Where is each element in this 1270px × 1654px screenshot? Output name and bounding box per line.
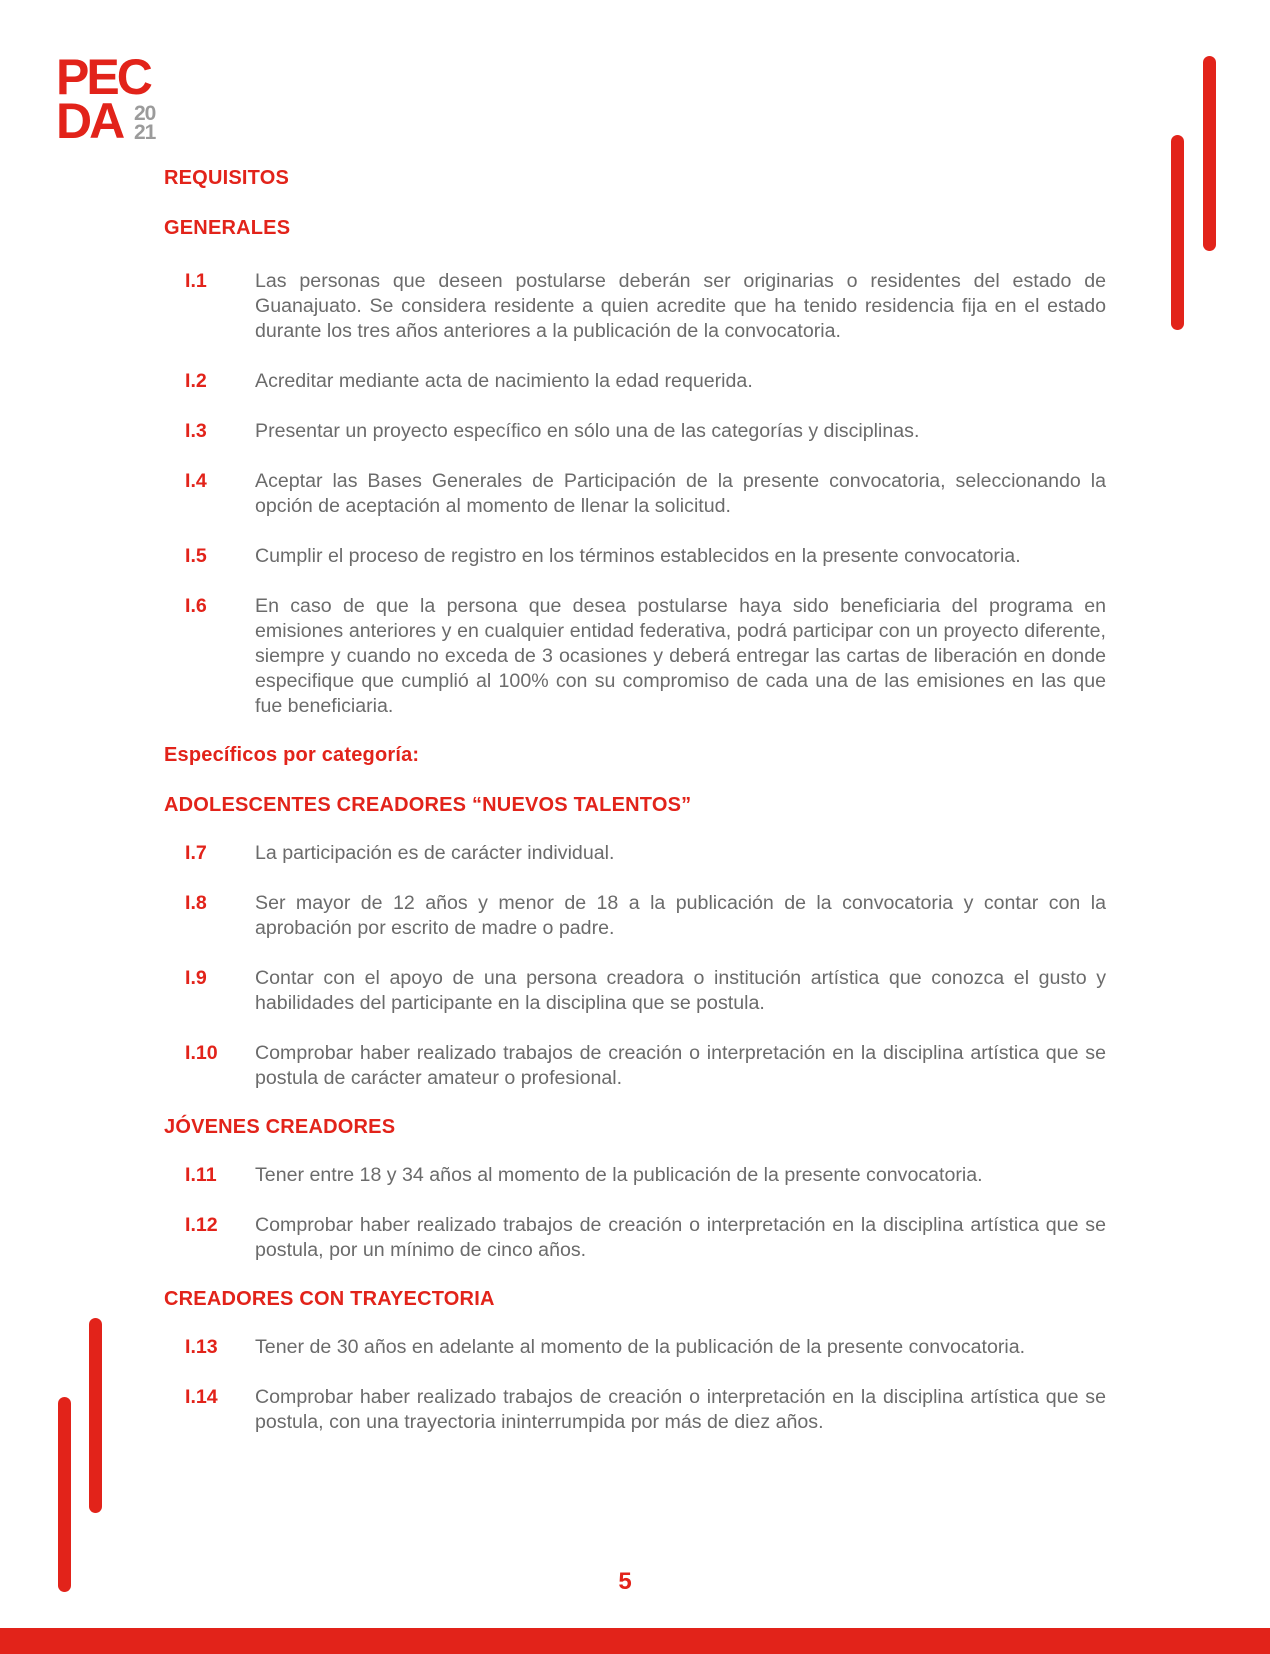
logo-line-1: PEC — [56, 49, 150, 105]
item-text: Ser mayor de 12 años y menor de 18 a la publicación de la convocatoria y contar con la aprobación por escrito de madre o padre. — [255, 892, 1106, 939]
list-item — [164, 966, 1106, 1016]
heading-especificos: Específicos por categoría: — [164, 744, 420, 766]
item-text: Cumplir el proceso de registro en los términos establecidos en la presente convocatoria. — [255, 545, 1021, 567]
decorative-bar-top-right-outer — [1203, 56, 1216, 251]
logo-year-top: 20 — [134, 102, 156, 125]
list-item — [164, 1213, 1106, 1263]
item-number: I.6 — [185, 595, 207, 617]
list-item — [164, 369, 1106, 394]
heading-generales: GENERALES — [164, 217, 291, 239]
item-text: Acreditar mediante acta de nacimiento la edad requerida. — [255, 370, 753, 392]
item-number: I.4 — [185, 470, 207, 492]
list-item — [164, 841, 1106, 866]
item-number: I.1 — [185, 270, 207, 292]
item-number: I.13 — [185, 1336, 218, 1358]
item-number: I.5 — [185, 545, 207, 567]
decorative-bar-bottom-left-inner — [58, 1397, 71, 1592]
logo-year — [134, 104, 155, 142]
list-item — [164, 1163, 1106, 1188]
item-text: Contar con el apoyo de una persona creadora o institución artística que conozca el gusto y habilidades del participante en la disciplina que se postula. — [255, 967, 1106, 1014]
heading-adolescentes: ADOLESCENTES CREADORES “NUEVOS TALENTOS” — [164, 794, 692, 816]
item-number: I.14 — [185, 1386, 218, 1408]
jovenes-list — [164, 1163, 1106, 1263]
list-item — [164, 1335, 1106, 1360]
item-text: Tener entre 18 y 34 años al momento de la publicación de la presente convocatoria. — [255, 1164, 983, 1186]
heading-trayectoria: CREADORES CON TRAYECTORIA — [164, 1288, 495, 1310]
logo-line-2: DA — [56, 93, 123, 149]
list-item — [164, 469, 1106, 519]
requirements-content — [164, 164, 1106, 1435]
item-text: Comprobar haber realizado trabajos de creación o interpretación en la disciplina artística que se postula de carácter amateur o profesional. — [255, 1042, 1106, 1089]
item-text: Aceptar las Bases Generales de Participación de la presente convocatoria, seleccionando la opción de aceptación al momento de llenar la solicitud. — [255, 470, 1106, 517]
item-text: Tener de 30 años en adelante al momento de la publicación de la presente convocatoria. — [255, 1336, 1026, 1358]
item-number: I.11 — [185, 1164, 217, 1186]
item-text: Comprobar haber realizado trabajos de creación o interpretación en la disciplina artística que se postula, con una trayectoria ininterrumpida por más de diez años. — [255, 1386, 1106, 1433]
list-item — [164, 269, 1106, 344]
item-number: I.3 — [185, 420, 207, 442]
list-item — [164, 544, 1106, 569]
list-item — [164, 419, 1106, 444]
footer-band — [0, 1628, 1270, 1654]
item-number: I.7 — [185, 842, 207, 864]
list-item — [164, 594, 1106, 719]
item-number: I.10 — [185, 1042, 218, 1064]
heading-jovenes: JÓVENES CREADORES — [164, 1116, 396, 1138]
generales-list — [164, 269, 1106, 719]
list-item — [164, 891, 1106, 941]
list-item — [164, 1385, 1106, 1435]
item-text: Presentar un proyecto específico en sólo una de las categorías y disciplinas. — [255, 420, 920, 442]
heading-requisitos: REQUISITOS — [164, 167, 289, 189]
list-item — [164, 1041, 1106, 1091]
item-number: I.12 — [185, 1214, 218, 1236]
adolescentes-list — [164, 841, 1106, 1091]
item-number: I.2 — [185, 370, 207, 392]
logo-year-bottom: 21 — [134, 121, 156, 144]
page-number: 5 — [618, 1568, 632, 1595]
decorative-bar-top-right-inner — [1171, 135, 1184, 330]
item-number: I.8 — [185, 892, 207, 914]
item-text: Las personas que deseen postularse deberán ser originarias o residentes del estado de Guanajuato. Se considera residente a quien acredite que ha tenido residencia fija en el estado durante los tres años anteriores a la publicación de la convocatoria. — [255, 270, 1106, 342]
decorative-bar-bottom-left-outer — [89, 1318, 102, 1513]
pecda-logo — [56, 49, 168, 149]
item-text: La participación es de carácter individual. — [255, 842, 615, 864]
item-number: I.9 — [185, 967, 207, 989]
item-text: Comprobar haber realizado trabajos de creación o interpretación en la disciplina artística que se postula, por un mínimo de cinco años. — [255, 1214, 1106, 1261]
trayectoria-list — [164, 1335, 1106, 1435]
item-text: En caso de que la persona que desea postularse haya sido beneficiaria del programa en emisiones anteriores y en cualquier entidad federativa, podrá participar con un proyecto diferente, siempre y cuando no exceda de 3 ocasiones y deberá entregar las cartas de liberación en donde especifique que cumplió al 100% con su compromiso de cada una de las emisiones en las que fue beneficiaria. — [255, 595, 1106, 717]
